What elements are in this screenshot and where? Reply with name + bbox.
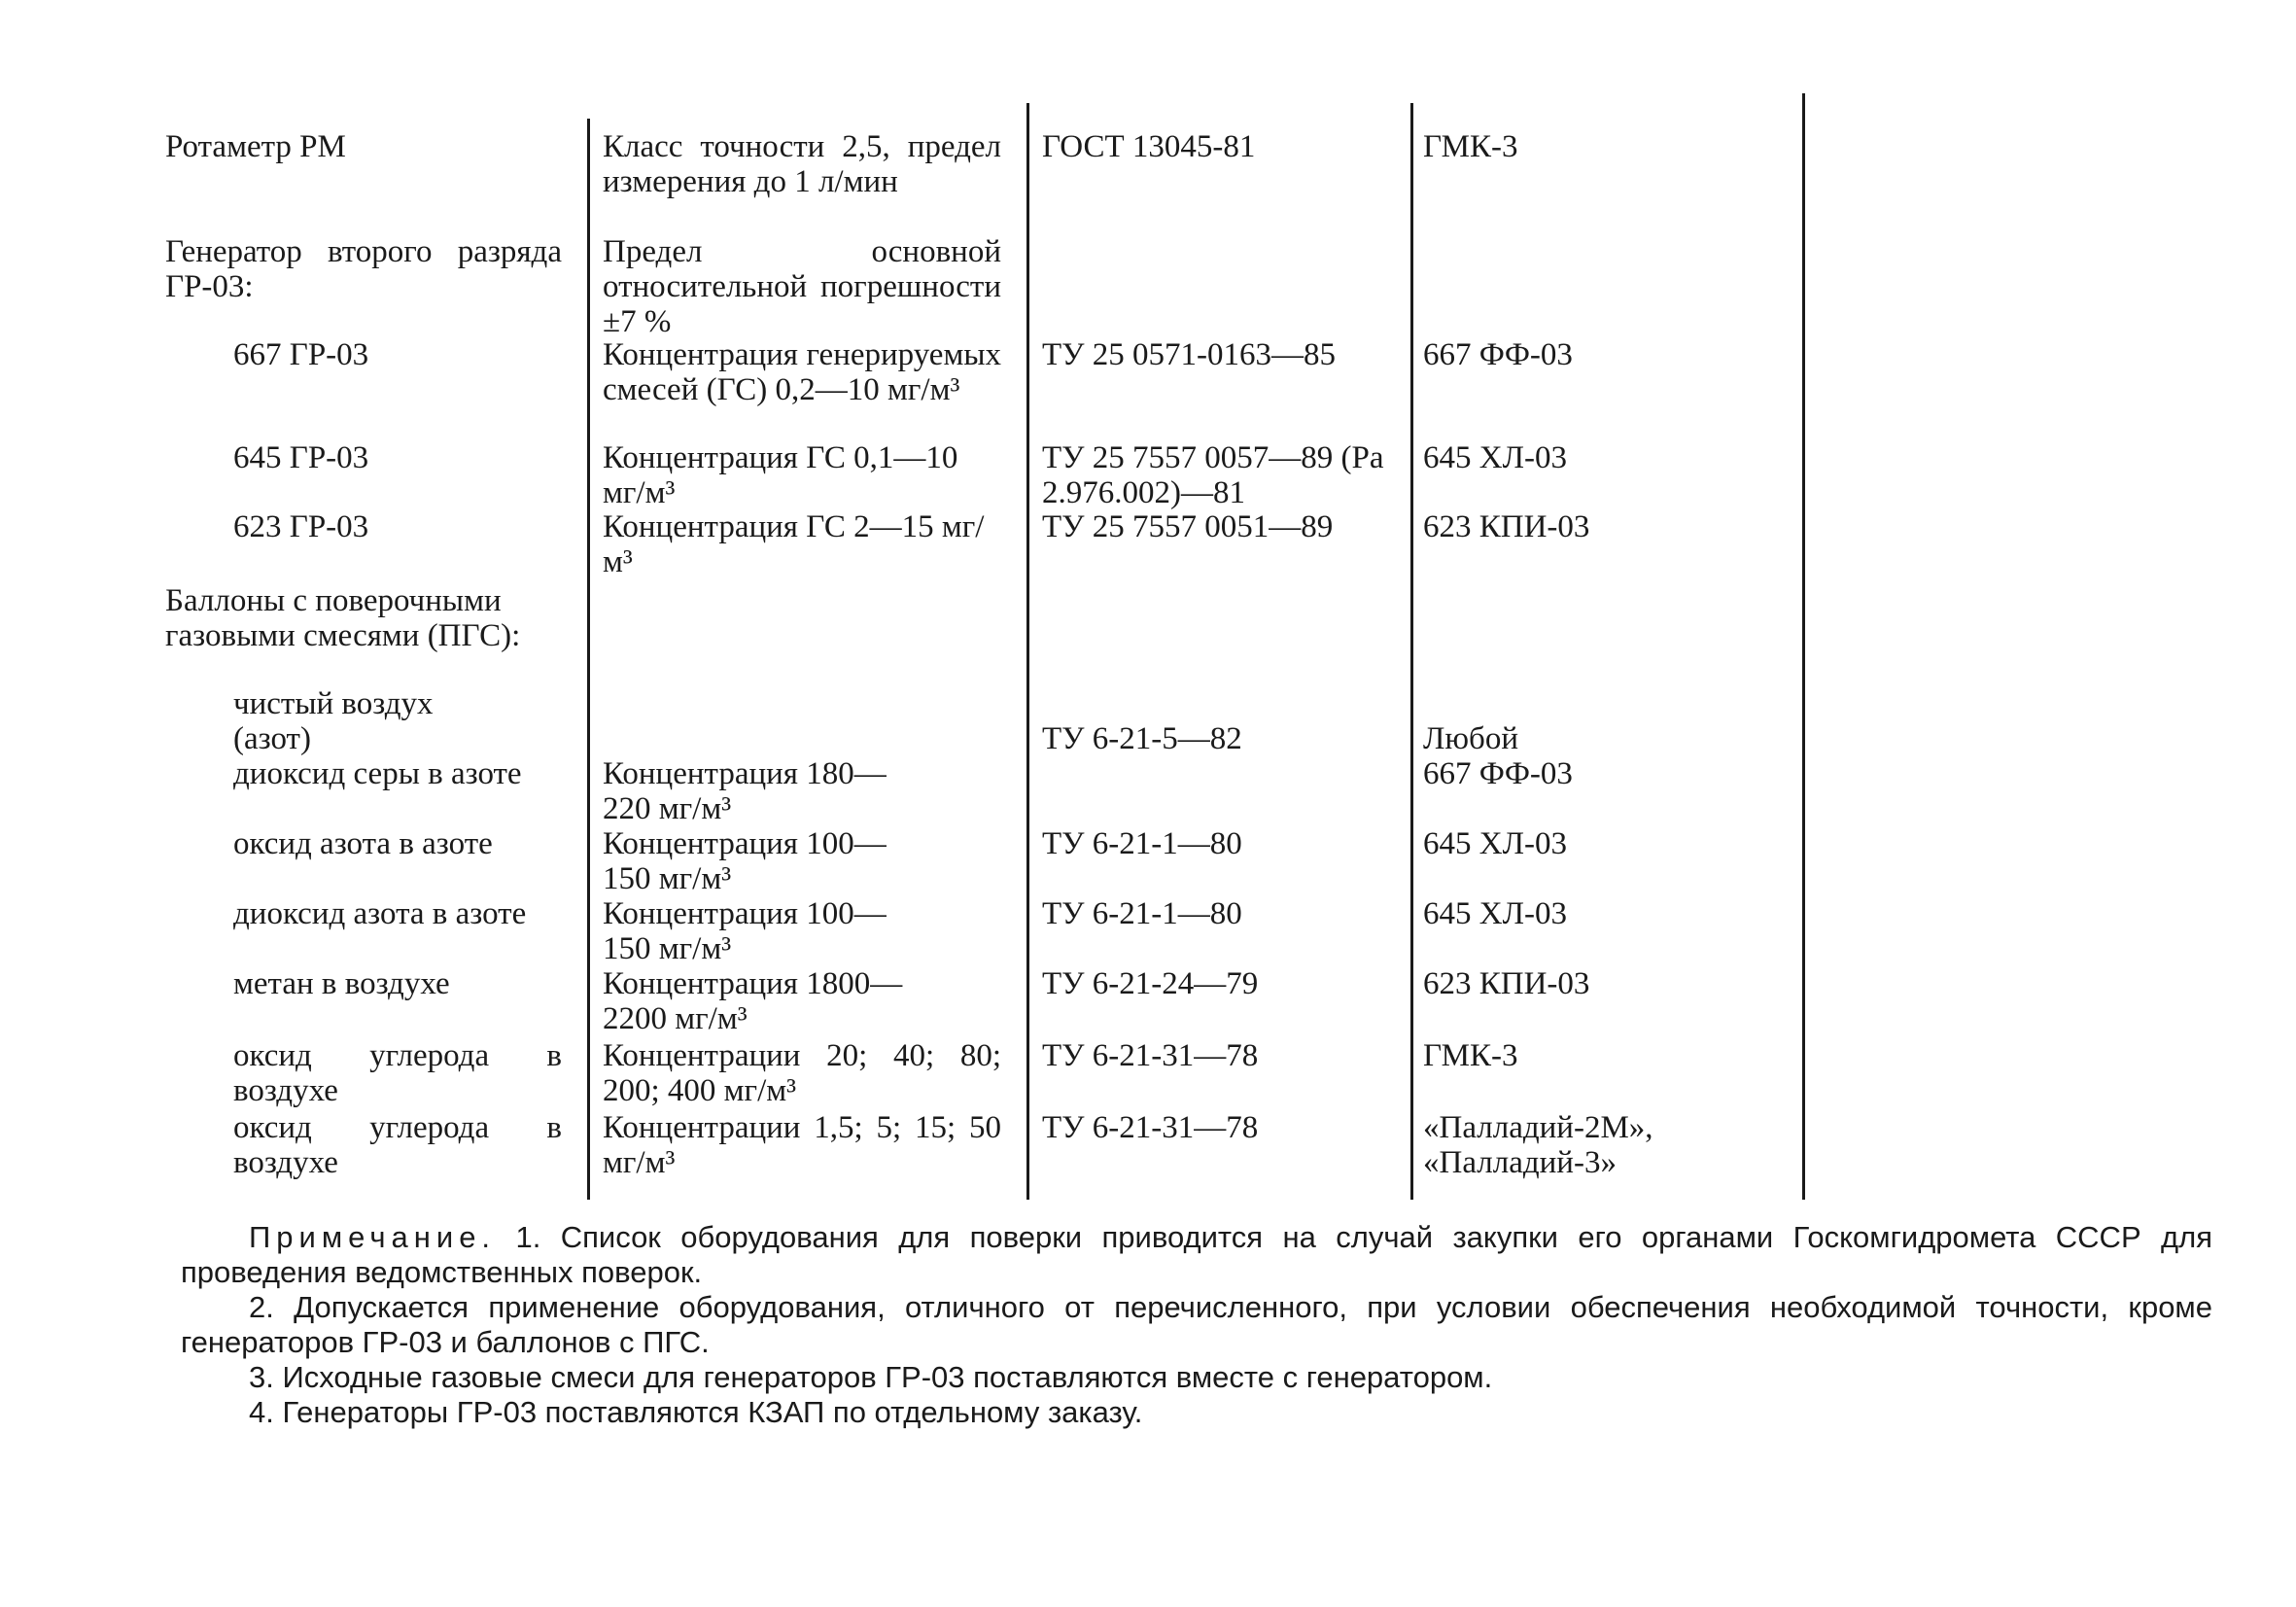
equipment-device: «Палладий-2М», «Палладий-3»	[1423, 1110, 1653, 1180]
equipment-standard: ТУ 6-21-1—80	[1042, 896, 1242, 931]
equipment-spec: Концентрация ГС 0,1—10 мг/м³	[603, 440, 958, 510]
equipment-standard: ТУ 6-21-5—82	[1042, 721, 1242, 756]
equipment-standard: ТУ 25 7557 0051—89	[1042, 509, 1334, 544]
equipment-spec: Концентрация 180—220 мг/м³	[603, 756, 887, 826]
equipment-device: 667 ФФ-03	[1423, 337, 1573, 372]
equipment-spec: Концентрация 1800—2200 мг/м³	[603, 966, 903, 1036]
equipment-standard: ТУ 6-21-31—78	[1042, 1038, 1259, 1073]
equipment-device: 645 ХЛ-03	[1423, 440, 1567, 475]
equipment-name: Ротаметр РМ	[165, 129, 346, 164]
equipment-name: оксид азота в азоте	[233, 826, 493, 861]
equipment-standard: ТУ 25 7557 0057—89 (Ра 2.976.002)—81	[1042, 440, 1384, 510]
equipment-name: Баллоны с поверочными газовыми смесями (ПГС):	[165, 583, 521, 653]
equipment-spec: Концентрация 100—150 мг/м³	[603, 896, 887, 966]
equipment-standard: ТУ 25 0571-0163—85	[1042, 337, 1337, 372]
equipment-spec: Предел основной относительной погрешности ±7 %	[603, 234, 1001, 339]
equipment-device: 645 ХЛ-03	[1423, 826, 1567, 861]
column-rule-3	[1410, 103, 1413, 1200]
note-item: 4. Генераторы ГР-03 поставляются КЗАП по отдельному заказу.	[249, 1395, 1143, 1429]
note-item: 2. Допускается применение оборудования, отличного от перечисленного, при условии обеспечения необходимой точности, кроме генераторов ГР-03 и баллонов с ПГС.	[181, 1290, 2212, 1359]
note-text: 1. Список оборудования для поверки приводится на случай закупки его органами Госкомгидромета СССР для проведения ведомственных поверок.	[181, 1220, 2212, 1289]
equipment-standard: ГОСТ 13045-81	[1042, 129, 1256, 164]
equipment-spec: Концентрация 100—150 мг/м³	[603, 826, 887, 896]
equipment-name: диоксид азота в азоте	[233, 896, 527, 931]
equipment-spec: Концентрация генерируемых смесей (ГС) 0,2—10 мг/м³	[603, 337, 1001, 407]
equipment-standard: ТУ 6-21-24—79	[1042, 966, 1259, 1001]
equipment-device: 645 ХЛ-03	[1423, 896, 1567, 931]
equipment-spec: Концентрация ГС 2—15 мг/м³	[603, 509, 985, 579]
note-item: 3. Исходные газовые смеси для генераторов ГР-03 поставляются вместе с генератором.	[249, 1360, 1493, 1394]
equipment-name: 623 ГР-03	[233, 509, 369, 544]
equipment-name: метан в воздухе	[233, 966, 450, 1001]
equipment-spec: Концентрации 1,5; 5; 15; 50 мг/м³	[603, 1110, 1001, 1180]
equipment-device: ГМК-3	[1423, 1038, 1518, 1073]
equipment-name: Генератор второго разряда ГР-03:	[165, 234, 562, 304]
equipment-device: 623 КПИ-03	[1423, 509, 1590, 544]
equipment-standard: ТУ 6-21-1—80	[1042, 826, 1242, 861]
notes-section	[181, 1220, 2212, 1430]
notes-heading: Примечание.	[249, 1220, 497, 1254]
equipment-spec: Концентрации 20; 40; 80; 200; 400 мг/м³	[603, 1038, 1001, 1108]
equipment-name: чистый воздух (азот)	[233, 686, 434, 756]
column-rule-2	[1026, 103, 1029, 1200]
note-item	[181, 1220, 2212, 1290]
equipment-standard: ТУ 6-21-31—78	[1042, 1110, 1259, 1145]
equipment-name: 645 ГР-03	[233, 440, 369, 475]
equipment-name: 667 ГР-03	[233, 337, 369, 372]
equipment-device: 623 КПИ-03	[1423, 966, 1590, 1001]
equipment-name: оксид углерода в воздухе	[233, 1038, 562, 1108]
equipment-device: 667 ФФ-03	[1423, 756, 1573, 791]
equipment-spec: Класс точности 2,5, предел измерения до 1 л/мин	[603, 129, 1001, 199]
column-rule-4	[1802, 93, 1805, 1200]
column-rule-1	[587, 119, 590, 1200]
equipment-device: ГМК-3	[1423, 129, 1518, 164]
equipment-name: оксид углерода в воздухе	[233, 1110, 562, 1180]
equipment-name: диоксид серы в азоте	[233, 756, 522, 791]
equipment-device: Любой	[1423, 721, 1518, 756]
